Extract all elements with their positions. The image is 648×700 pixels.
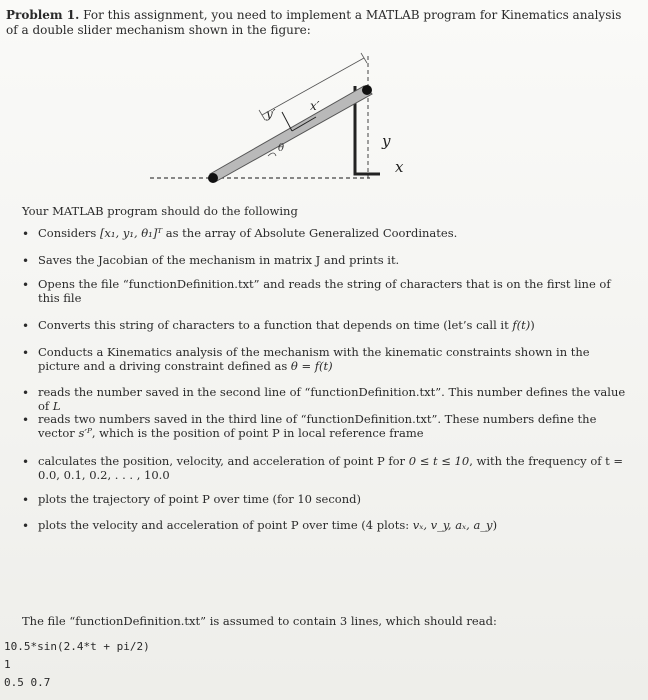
list-item: • Conducts a Kinematics analysis of the mechanism with the kinematic constraints shown in the picture and a driving constraint defined as θ = f(t) (22, 345, 590, 373)
length-tick-a (259, 110, 265, 120)
problem-label: Problem 1. (6, 8, 80, 22)
local-y-axis (282, 112, 292, 131)
label-y-local: y′ (266, 107, 276, 121)
label-x: x (395, 158, 404, 176)
slider-joint-top (362, 85, 372, 95)
list-item: • plots the velocity and acceleration of point P over time (4 plots: vₓ, v_y, aₓ, a_y) (22, 518, 498, 533)
code-line-3: 0.5 0.7 (4, 676, 51, 689)
list-item: • calculates the position, velocity, and acceleration of point P for 0 ≤ t ≤ 10, with the frequency of t = 0.0, 0.1, 0.2, . . . , 10.0 (22, 454, 624, 482)
theta-arc (268, 153, 276, 156)
length-tick-b (361, 53, 367, 63)
list-item: • reads two numbers saved in the third line of “functionDefinition.txt”. These numbers define the vector s′ᴾ, which is the position of point P in local reference frame (22, 412, 597, 440)
code-line-2: 1 (4, 658, 11, 671)
list-item: • plots the trajectory of point P over time (for 10 second) (22, 492, 361, 507)
list-item: • Converts this string of characters to a function that depends on time (let’s call it f(t)) (22, 318, 535, 333)
file-note: The file “functionDefinition.txt” is assumed to contain 3 lines, which should read: (22, 614, 497, 628)
list-item: • Saves the Jacobian of the mechanism in matrix J and prints it. (22, 253, 400, 268)
label-x-local: x′ (310, 99, 320, 113)
mechanism-figure (150, 46, 430, 196)
problem-statement (6, 8, 631, 38)
intro-text: Your MATLAB program should do the following (22, 204, 298, 218)
code-line-1: 10.5*sin(2.4*t + pi/2) (4, 640, 150, 653)
slider-joint-bottom (208, 173, 218, 183)
problem-text: For this assignment, you need to implement a MATLAB program for Kinematics analysis of a double slider mechanism shown in the figure: (6, 8, 622, 37)
list-item: • Considers [x₁, y₁, θ₁]ᵀ as the array of Absolute Generalized Coordinates. (22, 226, 458, 241)
label-theta: θ (278, 143, 285, 154)
list-item: • reads the number saved in the second line of “functionDefinition.txt”. This number defines the value of L (22, 385, 626, 413)
link-bar (210, 86, 372, 182)
list-item: • Opens the file “functionDefinition.txt” and reads the string of characters that is on the first line of this file (22, 277, 611, 305)
label-y: y (382, 132, 391, 150)
